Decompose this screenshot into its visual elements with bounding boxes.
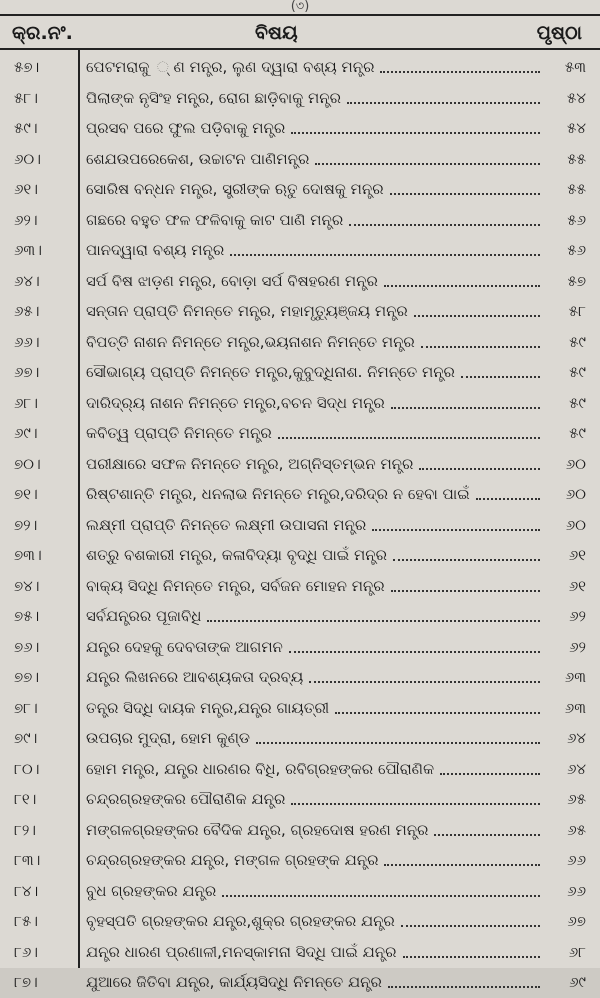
dot-leader [388, 986, 540, 988]
entry-title: ଚନ୍ଦ୍ରଗ୍ରହଙ୍କର ଯନ୍ତ୍ର, ମଙ୍ଗଳ ଗ୍ରହଙ୍କ ଯନ୍ତ୍ର [86, 851, 379, 869]
header-subject: ବିଷୟ [255, 22, 298, 44]
page-number: ୫୪ [567, 88, 586, 107]
dot-leader [222, 895, 540, 897]
entry-title: କବିତ୍ୱ ପ୍ରାପ୍ତି ନିମନ୍ତେ ମନ୍ତ୍ର [86, 424, 272, 442]
entry-title: ଶତ୍ରୁ ବଶକାରୀ ମନ୍ତ୍ର, କଳାବିଦ୍ୟା ବୃଦ୍ଧି ପାଇଁ ମନ୍ତ୍ର [86, 546, 387, 564]
contents-row [0, 937, 600, 968]
contents-row [0, 52, 600, 83]
serial-number: ୬୬। [14, 332, 40, 351]
entry-title: ହୋମ ମନ୍ତ୍ର, ଯନ୍ତ୍ର ଧାରଣର ବିଧି, ରବିଗ୍ରହଙ୍କର ପୌରାଣିକ [86, 759, 435, 778]
dot-leader [289, 651, 540, 653]
serial-number: ୬୫। [14, 302, 40, 320]
contents-row [0, 967, 600, 998]
dot-leader [414, 315, 540, 317]
dot-leader [380, 71, 540, 73]
page-number: ୬୦ [565, 515, 586, 534]
page-number: ୬୦ [565, 485, 586, 503]
contents-row [0, 784, 600, 815]
contents-row [0, 876, 600, 907]
serial-number: ୬୦। [14, 149, 42, 168]
dot-leader [391, 407, 540, 409]
dot-leader [335, 712, 540, 714]
contents-list [0, 52, 600, 998]
page-number: ୬୩ [564, 698, 586, 717]
dot-leader [278, 437, 540, 439]
entry-title: ଗଛରେ ବହୁତ ଫଳ ଫଳିବାକୁ କାଟ ପାଣି ମନ୍ତ୍ର [86, 210, 344, 229]
page-number: ୬୧ [568, 576, 586, 595]
page-number: ୫୯ [569, 393, 586, 412]
entry-title: ବିପତ୍ତି ନାଶନ ନିମନ୍ତେ ମନ୍ତ୍ର,ଭୟନାଶନ ନିମନ୍ତେ ମନ୍ତ୍ର [86, 332, 415, 351]
entry-title: ଯନ୍ତ୍ର ଧାରଣ ପ୍ରଣାଳୀ,ମନସ୍କାମନା ସିଦ୍ଧି ପାଇଁ ଯନ୍ତ୍ର [86, 942, 397, 961]
entry-title: ପେଟମରାକୁ ୍ ଣ ମନ୍ତ୍ର, ଲୁଣ ଦ୍ୱାରା ବଶ୍ୟ ମନ୍ତ୍ର [86, 58, 375, 76]
entry-title: ଯନ୍ତ୍ର ଦେହକୁ ଦେବତାଙ୍କ ଆଗମନ [86, 637, 283, 656]
dot-leader [347, 102, 540, 104]
header-serial-no: କ୍ର.ନଂ. [12, 22, 73, 44]
serial-number: ୮୨। [14, 820, 37, 839]
page-number: ୬୪ [566, 759, 586, 778]
dot-leader [349, 224, 540, 226]
contents-row [0, 144, 600, 175]
serial-number: ୮୬। [14, 942, 39, 961]
contents-row [0, 205, 600, 236]
contents-row [0, 388, 600, 419]
serial-number: ୬୩। [14, 241, 42, 259]
contents-row [0, 174, 600, 205]
serial-number: ୬୧। [14, 180, 38, 198]
page-number: ୬୨ [569, 637, 586, 656]
contents-row [0, 449, 600, 480]
contents-row [0, 266, 600, 297]
page-number-mark: (৩) [290, 0, 310, 14]
page-number: ୫୬ [567, 210, 586, 229]
entry-title: ଯୁଆରେ ଜିତିବା ଯନ୍ତ୍ର, କାର୍ଯ୍ୟସିଦ୍ଧି ନିମନ୍ତେ ଯନ୍ତ୍ର [86, 973, 382, 991]
contents-row [0, 693, 600, 724]
serial-number: ୬୭। [14, 363, 40, 381]
entry-title: ପ୍ରସବ ପରେ ଫୁଲ ପଡ଼ିବାକୁ ମନ୍ତ୍ର [86, 119, 286, 137]
serial-number: ୮୦। [14, 759, 40, 778]
page-number: ୬୯ [569, 973, 586, 991]
contents-row [0, 83, 600, 114]
page-number: ୬୮ [568, 942, 586, 961]
contents-header [0, 14, 600, 50]
dot-leader [403, 956, 540, 958]
entry-title: ପାନଦ୍ୱାରା ବଶ୍ୟ ମନ୍ତ୍ର [86, 241, 225, 259]
contents-row [0, 662, 600, 693]
page-number: ୬୬ [567, 851, 586, 869]
serial-number: ୭୮। [14, 698, 38, 717]
entry-title: ସୋରିଷ ବନ୍ଧନ ମନ୍ତ୍ର, ସ୍ତ୍ରୀଙ୍କ ଋତୁ ଦୋଷକୁ ମନ୍ତ୍ର [86, 180, 384, 198]
page-number: ୫୫ [567, 149, 586, 168]
serial-number: ୭୨। [14, 515, 38, 534]
page-number: ୬୧ [568, 546, 586, 564]
contents-row [0, 235, 600, 266]
entry-title: ପିଲାଙ୍କ ନୃସିଂହ ମନ୍ତ୍ର, ରୋଗ ଛାଡ଼ିବାକୁ ମନ୍ତ୍ର [86, 88, 341, 107]
dot-leader [372, 529, 540, 531]
serial-number: ୮୪। [14, 881, 39, 900]
contents-row [0, 845, 600, 876]
serial-number: ୬୪। [14, 271, 40, 290]
contents-row [0, 754, 600, 785]
serial-number: ୭୯। [14, 729, 38, 747]
serial-number: ୭୩। [14, 546, 42, 564]
serial-number: ୬୮। [14, 393, 39, 412]
serial-number: ୮୧। [14, 790, 37, 808]
serial-number: ୫୮। [14, 88, 38, 107]
contents-row [0, 540, 600, 571]
entry-title: ପରୀକ୍ଷାରେ ସଫଳ ନିମନ୍ତେ ମନ୍ତ୍ର, ଅଗ୍ନିସ୍ତମ୍ଭନ ମନ୍ତ୍ର [86, 454, 414, 473]
entry-title: ମଙ୍ଗଳଗ୍ରହଙ୍କର ବୈଦିକ ଯନ୍ତ୍ର, ଗ୍ରହଦୋଷ ହରଣ ମନ୍ତ୍ର [86, 820, 429, 839]
entry-title: ଯନ୍ତ୍ର ଲିଖନରେ ଆବଶ୍ୟକତା ଦ୍ରବ୍ୟ [86, 668, 304, 686]
page-number: ୬୬ [567, 881, 586, 900]
dot-leader [390, 193, 540, 195]
page-number: ୬୪ [566, 729, 586, 747]
contents-row [0, 632, 600, 663]
serial-number: ୫୭। [14, 58, 40, 76]
contents-row [0, 571, 600, 602]
header-page: ପୃଷ୍ଠା [536, 22, 582, 44]
entry-title: ସୌଭାଗ୍ୟ ପ୍ରାପ୍ତି ନିମନ୍ତେ ମନ୍ତ୍ର,କୁବୁଦ୍ଧିନାଶ. ନିମନ୍ତେ ମନ୍ତ୍ର [86, 363, 455, 381]
serial-number: ୬୯। [14, 424, 38, 442]
entry-title: ବୃହସ୍ପତି ଗ୍ରହଙ୍କର ଯନ୍ତ୍ର,ଶୁକ୍ର ଗ୍ରହଙ୍କର ଯନ୍ତ୍ର [86, 912, 395, 930]
serial-number: ୮୫। [14, 912, 38, 930]
entry-title: ସର୍ବଯନ୍ତ୍ରର ପୂଜାବିଧି [86, 607, 202, 625]
page-number: ୫୫ [567, 180, 586, 198]
page-number: ୫୯ [569, 363, 586, 381]
page-number: ୫୯ [569, 424, 586, 442]
serial-number: ୭୦। [14, 454, 41, 473]
page-number: ୫୯ [569, 332, 586, 351]
dot-leader [291, 132, 540, 134]
serial-number: ୭୬। [14, 637, 40, 656]
page-number: ୬୭ [567, 912, 586, 930]
dot-leader [434, 834, 540, 836]
serial-number: ୬୨। [14, 210, 38, 229]
page-number: ୬୫ [567, 790, 586, 808]
serial-number: ୮୩। [14, 851, 41, 869]
serial-number: ୫୯। [14, 119, 38, 137]
dot-leader [419, 468, 540, 470]
dot-leader [384, 285, 540, 287]
contents-row [0, 296, 600, 327]
serial-number: ୭୧। [14, 485, 38, 503]
contents-row [0, 906, 600, 937]
entry-title: ସନ୍ତାନ ପ୍ରାପ୍ତି ନିମନ୍ତେ ମନ୍ତ୍ର, ମହାମୃତ୍ୟୁଞ୍ଜୟ ମନ୍ତ୍ର [86, 302, 408, 320]
dot-leader [230, 254, 540, 256]
dot-leader [401, 925, 540, 927]
contents-row [0, 357, 600, 388]
dot-leader [315, 163, 540, 165]
entry-title: ଦାରିଦ୍ର୍ୟ ନାଶନ ନିମନ୍ତେ ମନ୍ତ୍ର,ବଚନ ସିଦ୍ଧ ମନ୍ତ୍ର [86, 393, 385, 412]
page-number: ୬୦ [565, 454, 586, 473]
dot-leader [421, 346, 540, 348]
contents-row [0, 815, 600, 846]
entry-title: ଲକ୍ଷ୍ମୀ ପ୍ରାପ୍ତି ନିମନ୍ତେ ଲକ୍ଷ୍ମୀ ଉପାସନା ମନ୍ତ୍ର [86, 515, 367, 534]
dot-leader [384, 864, 540, 866]
contents-row [0, 601, 600, 632]
serial-number: ୭୪। [14, 576, 40, 595]
entry-title: ବାକ୍ୟ ସିଦ୍ଧି ନିମନ୍ତେ ମନ୍ତ୍ର, ସର୍ବଜନ ମୋହନ ମନ୍ତ୍ର [86, 576, 385, 595]
page-number: ୬୫ [567, 820, 586, 839]
dot-leader [207, 620, 540, 622]
dot-leader [440, 773, 540, 775]
page-number: ୫୮ [568, 302, 586, 320]
page-number: ୬୩ [564, 668, 586, 686]
dot-leader [391, 590, 540, 592]
contents-row [0, 510, 600, 541]
page-number: ୬୨ [569, 607, 586, 625]
entry-title: ରିଷ୍ଟଶାନ୍ତି ମନ୍ତ୍ର, ଧନଲାଭ ନିମନ୍ତେ ମନ୍ତ୍ର,ଦରିଦ୍ର ନ ହେବା ପାଇଁ [86, 485, 470, 503]
entry-title: ବୁଧ ଗ୍ରହଙ୍କର ଯନ୍ତ୍ର [86, 881, 217, 900]
contents-row [0, 113, 600, 144]
page-number: ୫୩ [564, 58, 586, 76]
dot-leader [309, 681, 540, 683]
dot-leader [461, 376, 540, 378]
serial-number: ୭୫। [14, 607, 40, 625]
page-number: ୫୬ [567, 241, 586, 259]
entry-title: ଉପଚାର ମୁଦ୍ରା, ହୋମ କୁଣ୍ଡ [86, 729, 251, 747]
entry-title: ଶେଯଉପରେକେଶ, ଉଚ୍ଚାଟନ ପାଣିମନ୍ତ୍ର [86, 149, 310, 168]
serial-number: ୭୭। [14, 668, 40, 686]
entry-title: ଚନ୍ଦ୍ରଗ୍ରହଙ୍କର ପୌରାଣିକ ଯନ୍ତ୍ର [86, 790, 286, 808]
contents-row [0, 327, 600, 358]
dot-leader [476, 498, 540, 500]
dot-leader [256, 742, 540, 744]
page-number: ୫୭ [567, 271, 586, 290]
entry-title: ସର୍ପ ବିଷ ଝାଡ଼ଣ ମନ୍ତ୍ର, ବୋଡ଼ା ସର୍ପ ବିଷହରଣ ମନ୍ତ୍ର [86, 271, 378, 290]
contents-row [0, 479, 600, 510]
entry-title: ତନ୍ତ୍ର ସିଦ୍ଧି ଦାୟକ ମନ୍ତ୍ର,ଯନ୍ତ୍ର ଗାୟତ୍ରୀ [86, 698, 330, 717]
contents-row [0, 418, 600, 449]
dot-leader [393, 559, 540, 561]
serial-number: ୮୭। [14, 973, 38, 991]
page-number: ୫୪ [567, 119, 586, 137]
contents-row [0, 723, 600, 754]
dot-leader [291, 803, 540, 805]
